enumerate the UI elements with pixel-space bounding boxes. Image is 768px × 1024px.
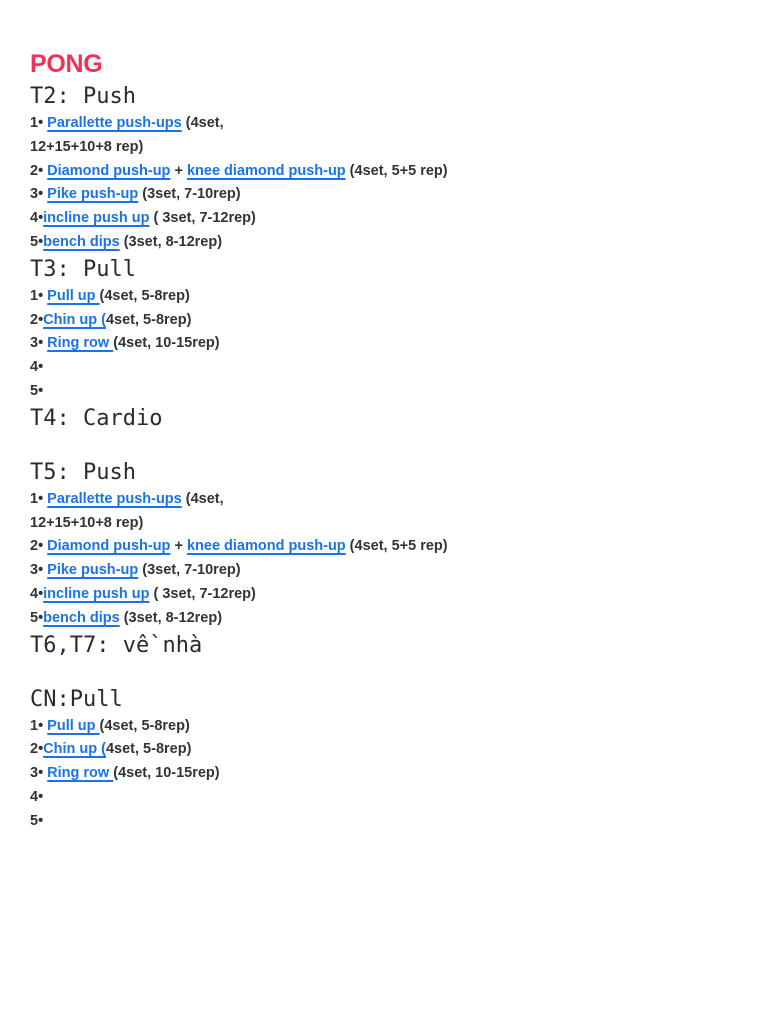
exercise-line: [30, 112, 730, 136]
day-heading: T6,T7: về nhà: [30, 632, 203, 658]
exercise-line: [30, 738, 730, 762]
exercise-text: 2•: [30, 162, 48, 179]
day-heading: T5: Push: [30, 459, 136, 485]
exercise-text: (4set, 5-8rep): [99, 717, 190, 734]
exercise-text: (3set, 7-10rep): [138, 562, 241, 579]
exercise-line: [30, 810, 730, 834]
exercise-text: (4set,: [181, 115, 224, 131]
exercise-text: 5•: [30, 382, 44, 399]
exercise-text: (4set, 10-15rep): [113, 335, 220, 352]
day-block: [30, 82, 730, 255]
exercise-line: [30, 559, 730, 583]
exercise-link[interactable]: bench dips: [43, 609, 120, 626]
exercise-link[interactable]: Parallette push-ups: [47, 490, 182, 507]
exercise-link[interactable]: bench dips: [43, 233, 120, 250]
exercise-text: 4•: [30, 210, 44, 227]
exercise-text: 2•: [30, 538, 48, 555]
exercise-link[interactable]: Pull up: [47, 287, 100, 304]
note-body[interactable]: [30, 48, 730, 834]
exercise-text: (4set, 5+5 rep): [345, 162, 448, 179]
exercise-link[interactable]: incline push up: [43, 210, 150, 227]
exercise-text: (4set, 10-15rep): [113, 765, 220, 782]
exercise-link[interactable]: Diamond push-up: [47, 538, 171, 555]
note-title: PONG: [30, 50, 103, 78]
exercise-text: (4set,: [181, 490, 224, 507]
exercise-text: 4•: [30, 788, 44, 805]
exercise-line: [30, 136, 730, 160]
exercise-link[interactable]: Chin up (: [43, 311, 106, 328]
exercise-line: [30, 380, 730, 404]
exercise-line: [30, 160, 730, 184]
day-heading: T4: Cardio: [30, 405, 163, 431]
exercise-line: [30, 356, 730, 380]
exercise-line: [30, 285, 730, 309]
exercise-link[interactable]: Parallette push-ups: [47, 115, 182, 131]
exercise-text: 3•: [30, 562, 48, 579]
exercise-text: 4•: [30, 585, 44, 602]
exercise-text: 1•: [30, 287, 48, 304]
exercise-text: 5•: [30, 812, 44, 829]
day-block: [30, 458, 730, 631]
exercise-line: [30, 715, 730, 739]
exercise-line: [30, 786, 730, 810]
exercise-text: 3•: [30, 335, 48, 352]
exercise-text: 1•: [30, 490, 48, 507]
exercise-text: (4set, 5+5 rep): [345, 538, 448, 555]
exercise-text: (3set, 8-12rep): [119, 233, 223, 250]
exercise-text: 4set, 5-8rep): [105, 311, 192, 328]
exercise-link[interactable]: knee diamond push-up: [186, 162, 346, 179]
day-block: [30, 404, 730, 434]
exercise-line: [30, 309, 730, 333]
exercise-line: [30, 607, 730, 631]
exercise-text: (3set, 8-12rep): [119, 609, 223, 626]
exercise-text: +: [170, 162, 187, 179]
day-heading: T2: Push: [30, 84, 136, 109]
day-block: [30, 631, 730, 661]
exercise-text: 1•: [30, 717, 48, 734]
exercise-line: [30, 762, 730, 786]
day-block: [30, 255, 730, 404]
exercise-text: 5•: [30, 233, 44, 250]
day-heading: T3: Pull: [30, 256, 136, 282]
exercise-text: 2•: [30, 311, 44, 328]
day-block: [30, 685, 730, 834]
exercise-text: 3•: [30, 186, 48, 203]
exercise-link[interactable]: Diamond push-up: [47, 162, 171, 179]
exercise-line: [30, 488, 730, 512]
exercise-link[interactable]: Pike push-up: [47, 186, 139, 203]
exercise-text: ( 3set, 7-12rep): [149, 585, 256, 602]
exercise-text: 3•: [30, 765, 48, 782]
exercise-text: ( 3set, 7-12rep): [149, 210, 256, 227]
exercise-line: [30, 583, 730, 607]
exercise-link[interactable]: incline push up: [43, 585, 150, 602]
exercise-text: 5•: [30, 609, 44, 626]
exercise-link[interactable]: Chin up (: [43, 741, 106, 758]
workout-schedule: [30, 82, 730, 834]
exercise-line: [30, 207, 730, 231]
day-heading: CN:Pull: [30, 686, 123, 712]
exercise-text: 12+15+10+8 rep): [30, 138, 144, 155]
exercise-text: (4set, 5-8rep): [99, 287, 190, 304]
exercise-text: 12+15+10+8 rep): [30, 514, 144, 531]
exercise-text: 1•: [30, 115, 48, 131]
exercise-line: [30, 183, 730, 207]
exercise-text: 4set, 5-8rep): [105, 741, 192, 758]
exercise-link[interactable]: knee diamond push-up: [186, 538, 346, 555]
exercise-link[interactable]: Pull up: [47, 717, 100, 734]
exercise-line: [30, 535, 730, 559]
exercise-line: [30, 512, 730, 536]
exercise-text: (3set, 7-10rep): [138, 186, 241, 203]
exercise-text: 2•: [30, 741, 44, 758]
exercise-line: [30, 332, 730, 356]
exercise-text: 4•: [30, 359, 44, 376]
exercise-line: [30, 231, 730, 255]
exercise-text: +: [170, 538, 187, 555]
exercise-link[interactable]: Ring row: [47, 765, 114, 782]
exercise-link[interactable]: Ring row: [47, 335, 114, 352]
exercise-link[interactable]: Pike push-up: [47, 562, 139, 579]
